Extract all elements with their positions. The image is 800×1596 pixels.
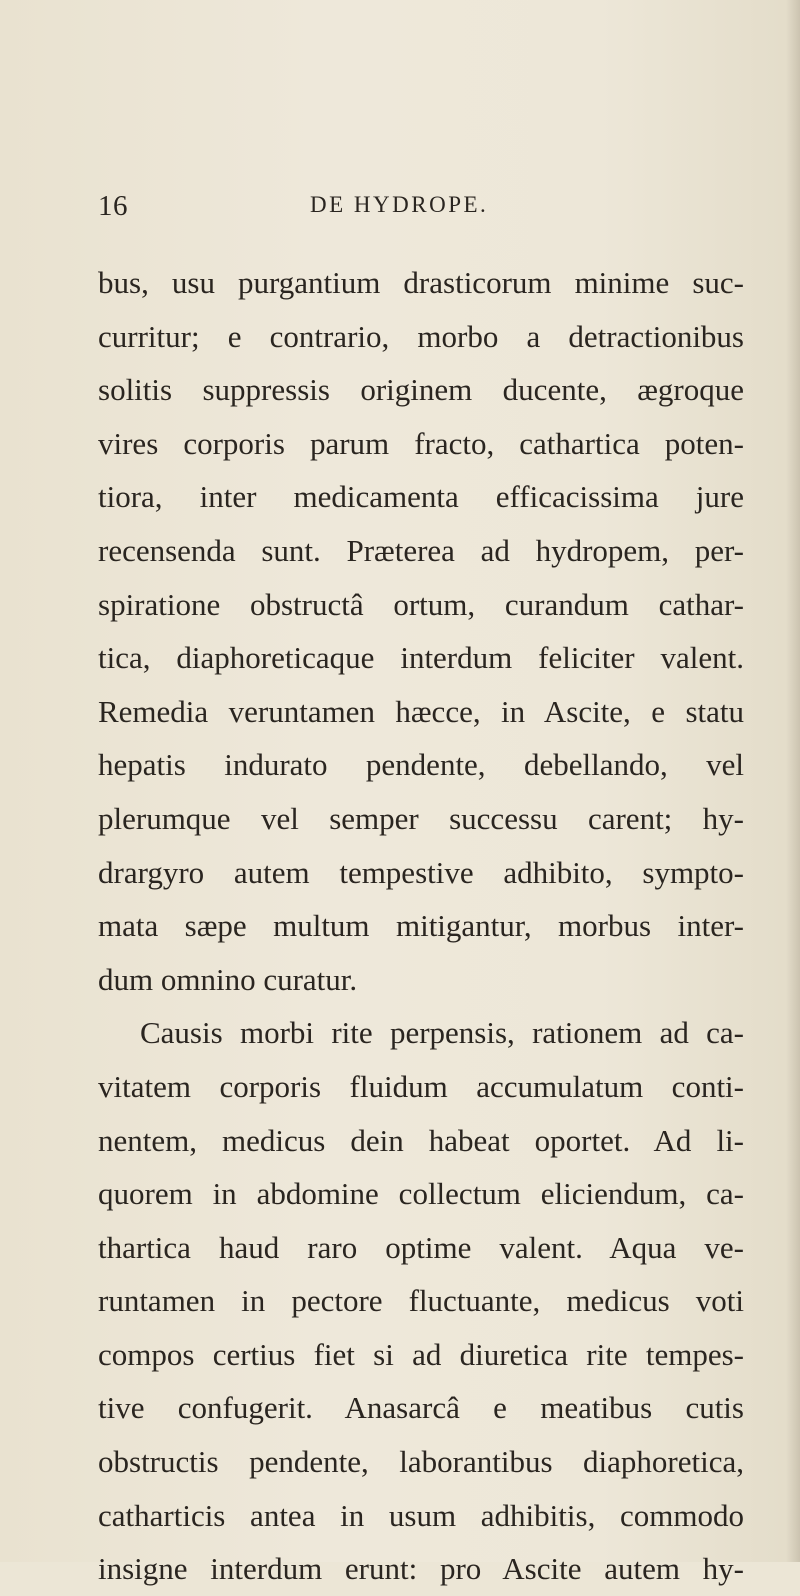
text-line: hepatis indurato pendente, debellando, vel [98,747,744,783]
text-line: spiratione obstructâ ortum, curandum cathar- [98,586,744,622]
page-header [98,190,738,230]
text-line: Remedia veruntamen hæcce, in Ascite, e statu [98,693,744,729]
page-edge-shadow [786,0,800,1562]
text-line: mata sæpe multum mitigantur, morbus inter- [98,908,744,944]
text-line: quorem in abdomine collectum eliciendum, ca- [98,1176,744,1212]
text-line: recensenda sunt. Præterea ad hydropem, per- [98,532,744,568]
text-line: curritur; e contrario, morbo a detractionibus [98,318,744,354]
text-line: tive confugerit. Anasarcâ e meatibus cutis [98,1390,744,1426]
text-line: nentem, medicus dein habeat oportet. Ad li- [98,1122,744,1158]
text-line: drargyro autem tempestive adhibito, sympto- [98,854,744,890]
page-number: 16 [98,190,128,222]
text-line: tiora, inter medicamenta efficacissima jure [98,479,744,515]
paragraph-end-line: dum omnino curatur. [98,961,358,997]
text-line: obstructis pendente, laborantibus diaphoretica, [98,1444,744,1480]
text-line: plerumque vel semper successu carent; hy- [98,800,744,836]
paragraph-start-line: Causis morbi rite perpensis, rationem ad ca- [140,1015,744,1051]
text-line: vitatem corporis fluidum accumulatum conti- [98,1068,744,1104]
text-line: compos certius fiet si ad diuretica rite tempes- [98,1336,744,1372]
text-line: runtamen in pectore fluctuante, medicus voti [98,1283,744,1319]
text-line: solitis suppressis originem ducente, ægroque [98,372,744,408]
text-line: thartica haud raro optime valent. Aqua ve- [98,1229,744,1265]
running-head: DE HYDROPE. [310,192,489,217]
text-line: insigne interdum erunt: pro Ascite autem hy- [98,1551,744,1587]
body-text [98,256,744,1596]
text-line: catharticis antea in usum adhibitis, commodo [98,1497,744,1533]
text-line: tica, diaphoreticaque interdum feliciter valent. [98,640,744,676]
text-line: vires corporis parum fracto, cathartica poten- [98,425,744,461]
text-line: bus, usu purgantium drasticorum minime suc- [98,265,744,300]
